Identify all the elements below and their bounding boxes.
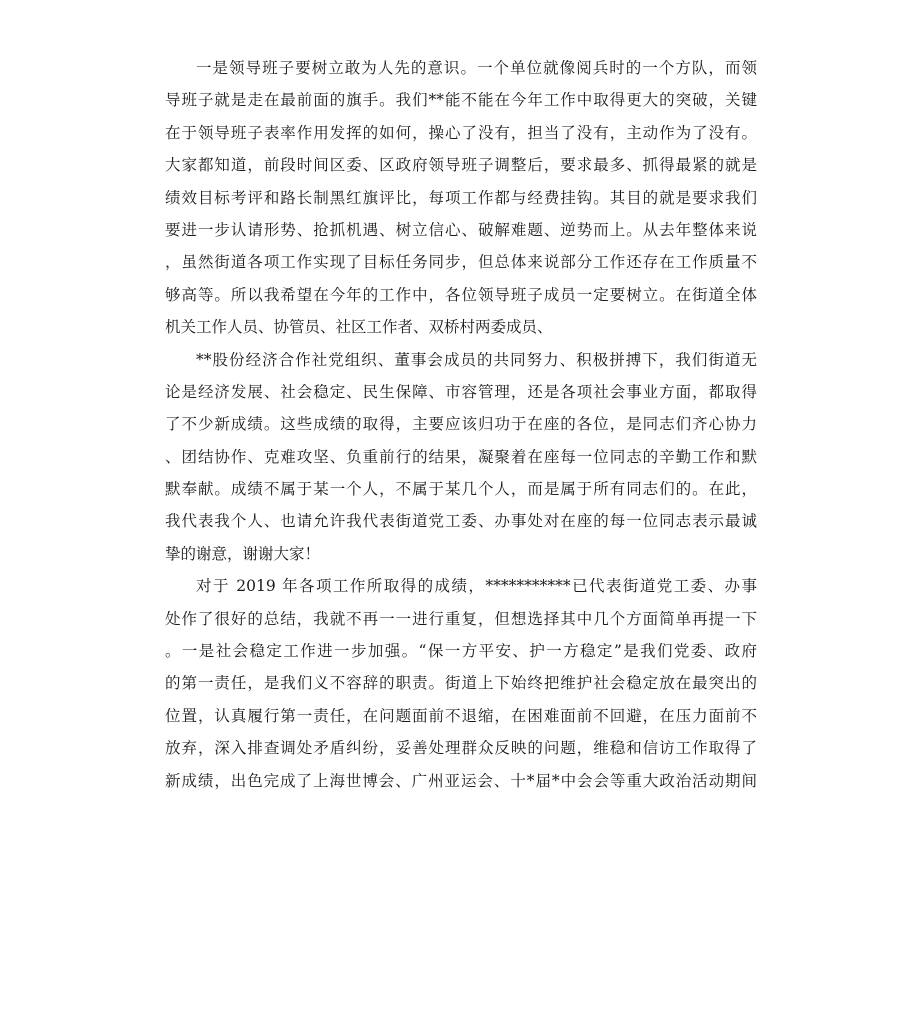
text-line: 导班子就是走在最前面的旗手。我们**能不能在今年工作中取得更大的突破，关键 — [165, 91, 757, 110]
text-line: 机关工作人员、协管员、社区工作者、双桥村两委成员、 — [165, 318, 553, 337]
body-text — [165, 52, 757, 797]
text-line: 在于领导班子表率作用发挥的如何，操心了没有，担当了没有，主动作为了没有。 — [165, 123, 757, 142]
text-line: 的第一责任，是我们义不容辞的职责。街道上下始终把维护社会稳定放在最突出的 — [165, 674, 757, 693]
text-line: 挚的谢意，谢谢大家！ — [165, 544, 321, 563]
text-line: 新成绩，出色完成了上海世博会、广州亚运会、十*届*中会会等重大政治活动期间 — [165, 771, 757, 790]
text-line: ，虽然街道各项工作实现了目标任务同步，但总体来说部分工作还存在工作质量不 — [165, 253, 757, 272]
text-line: 我代表我个人、也请允许我代表街道党工委、办事处对在座的每一位同志表示最诚 — [165, 512, 757, 531]
text-line: 够高等。所以我希望在今年的工作中，各位领导班子成员一定要树立。在街道全体 — [165, 285, 757, 304]
text-line: 默奉献。成绩不属于某一个人，不属于某几个人，而是属于所有同志们的。在此， — [165, 480, 757, 499]
paragraph-1 — [165, 52, 757, 344]
text-line: 大家都知道，前段时间区委、区政府领导班子调整后，要求最多、抓得最紧的就是 — [165, 156, 757, 175]
text-line: 。一是社会稳定工作进一步加强。“保一方平安、护一方稳定”是我们党委、政府 — [165, 642, 757, 661]
text-line: 要进一步认请形势、抢抓机遇、树立信心、破解难题、逆势而上。从去年整体来说 — [165, 220, 757, 239]
text-line: 绩效目标考评和路长制黑红旗评比，每项工作都与经费挂钩。其目的就是要求我们 — [165, 188, 757, 207]
paragraph-2 — [165, 344, 757, 571]
text-line: 、团结协作、克难攻坚、负重前行的结果，凝聚着在座每一位同志的辛勤工作和默 — [165, 447, 757, 466]
text-line: 了不少新成绩。这些成绩的取得，主要应该归功于在座的各位，是同志们齐心协力 — [165, 415, 757, 434]
text-line: 论是经济发展、社会稳定、民生保障、市容管理，还是各项社会事业方面，都取得 — [165, 382, 757, 401]
text-line: 对于 2019 年各项工作所取得的成绩，***********已代表街道党工委、办事 — [196, 577, 757, 596]
text-line: **股份经济合作社党组织、董事会成员的共同努力、积极拼搏下，我们街道无 — [196, 350, 757, 369]
text-line: 放弃，深入排查调处矛盾纠纷，妥善处理群众反映的问题，维稳和信访工作取得了 — [165, 739, 757, 758]
paragraph-3 — [165, 570, 757, 797]
text-line: 位置，认真履行第一责任，在问题面前不退缩，在困难面前不回避，在压力面前不 — [165, 706, 757, 725]
text-line: 处作了很好的总结，我就不再一一进行重复，但想选择其中几个方面简单再提一下 — [165, 609, 757, 628]
text-line: 一是领导班子要树立敢为人先的意识。一个单位就像阅兵时的一个方队，而领 — [196, 59, 757, 77]
